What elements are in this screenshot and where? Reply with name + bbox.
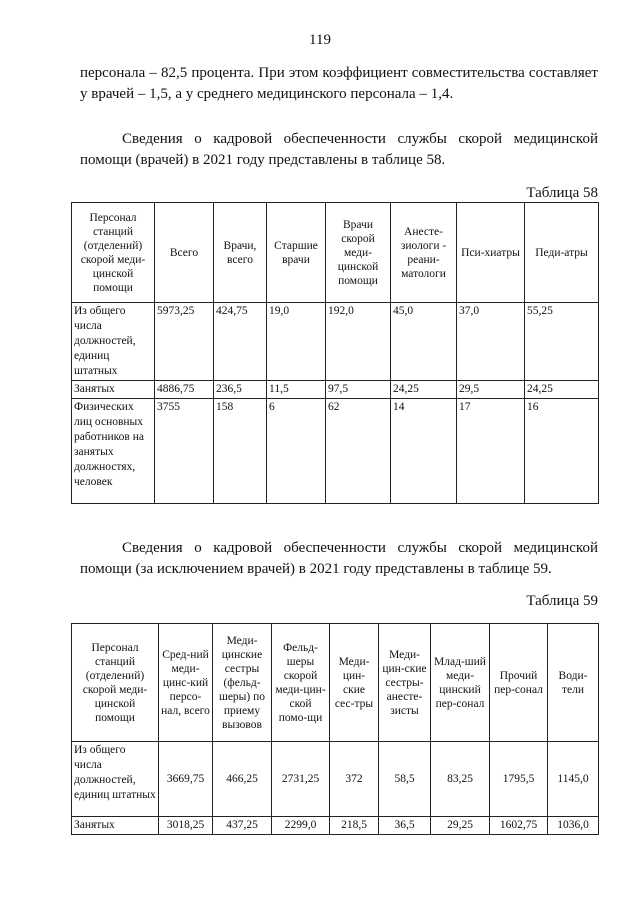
table58-row-label: Занятых (72, 381, 155, 399)
table58-header-cell: Персонал станций (отделений) скорой меди-цинской помощи (72, 203, 155, 303)
paragraph-table59-intro: Сведения о кадровой обеспеченности службы скорой медицинской помощи (за исключением врачей) в 2021 году представлены в таблице 59. (80, 540, 598, 577)
table59-cell: 36,5 (379, 817, 431, 835)
table59-cell: 83,25 (431, 742, 490, 817)
table59-cell: 437,25 (213, 817, 272, 835)
table59-header-cell: Персонал станций (отделений) скорой меди-цинской помощи (72, 624, 159, 742)
table58-cell: 24,25 (391, 381, 457, 399)
table59-header-cell: Меди-цинские сестры (фельд-шеры) по приему вызовов (213, 624, 272, 742)
table59-cell: 1036,0 (548, 817, 599, 835)
table58-cell: 55,25 (525, 303, 599, 381)
table58-header-cell: Анесте-зиологи - реани-матологи (391, 203, 457, 303)
table58-cell: 45,0 (391, 303, 457, 381)
table58-label: Таблица 58 (526, 185, 598, 201)
table-row (72, 742, 599, 817)
table58-cell: 6 (267, 399, 326, 504)
table59-cell: 29,25 (431, 817, 490, 835)
table58-cell: 11,5 (267, 381, 326, 399)
table58-cell: 37,0 (457, 303, 525, 381)
table58-cell: 3755 (155, 399, 214, 504)
table59-cell: 58,5 (379, 742, 431, 817)
table-59 (71, 623, 599, 835)
table58-header-cell: Пси-хиатры (457, 203, 525, 303)
table58-header-cell: Старшие врачи (267, 203, 326, 303)
table59-cell: 2299,0 (272, 817, 330, 835)
table58-cell: 236,5 (214, 381, 267, 399)
table58-header-row (72, 203, 599, 303)
table59-cell: 1795,5 (490, 742, 548, 817)
table58-cell: 192,0 (326, 303, 391, 381)
table58-cell: 158 (214, 399, 267, 504)
table-row (72, 381, 599, 399)
table58-cell: 14 (391, 399, 457, 504)
table58-header-cell: Врачи, всего (214, 203, 267, 303)
table59-cell: 2731,25 (272, 742, 330, 817)
table59-cell: 3018,25 (159, 817, 213, 835)
table58-row-label: Физических лиц основных работников на занятых должностях, человек (72, 399, 155, 504)
table59-header-row (72, 624, 599, 742)
table59-cell: 372 (330, 742, 379, 817)
table58-cell: 424,75 (214, 303, 267, 381)
table59-header-cell: Сред-ний меди-цинс-кий персо-нал, всего (159, 624, 213, 742)
table59-cell: 466,25 (213, 742, 272, 817)
table58-cell: 29,5 (457, 381, 525, 399)
table59-cell: 3669,75 (159, 742, 213, 817)
table59-row-label: Из общего числа должностей, единиц штатных (72, 742, 159, 817)
table59-header-cell: Прочий пер-сонал (490, 624, 548, 742)
table58-cell: 17 (457, 399, 525, 504)
table59-label: Таблица 59 (526, 593, 598, 609)
table59-cell: 1602,75 (490, 817, 548, 835)
table59-header-cell: Фельд-шеры скорой меди-цин-ской помо-щи (272, 624, 330, 742)
table-row (72, 817, 599, 835)
table59-cell: 1145,0 (548, 742, 599, 817)
table59-header-cell: Меди-цин-ские сестры-анесте-зисты (379, 624, 431, 742)
table58-row-label: Из общего числа должностей, единиц штатных (72, 303, 155, 381)
table58-header-cell: Врачи скорой меди-цинской помощи (326, 203, 391, 303)
table-row (72, 303, 599, 381)
table58-cell: 5973,25 (155, 303, 214, 381)
table58-cell: 19,0 (267, 303, 326, 381)
table58-cell: 24,25 (525, 381, 599, 399)
table58-cell: 97,5 (326, 381, 391, 399)
table58-header-cell: Педи-атры (525, 203, 599, 303)
paragraph-intro: персонала – 82,5 процента. При этом коэффициент совместительства составляет у врачей – 1,5, а у среднего медицинского персонала – 1,4. (80, 65, 598, 102)
page-number: 119 (309, 32, 331, 48)
table58-header-cell: Всего (155, 203, 214, 303)
table59-row-label: Занятых (72, 817, 159, 835)
table-row (72, 399, 599, 504)
table59-header-cell: Води-тели (548, 624, 599, 742)
paragraph-table58-intro: Сведения о кадровой обеспеченности службы скорой медицинской помощи (врачей) в 2021 году представлены в таблице 58. (80, 131, 598, 168)
table-58 (71, 202, 599, 504)
table58-cell: 62 (326, 399, 391, 504)
table58-cell: 4886,75 (155, 381, 214, 399)
table59-cell: 218,5 (330, 817, 379, 835)
table59-header-cell: Меди-цин-ские сес-тры (330, 624, 379, 742)
table58-cell: 16 (525, 399, 599, 504)
table59-header-cell: Млад-ший меди-цинский пер-сонал (431, 624, 490, 742)
